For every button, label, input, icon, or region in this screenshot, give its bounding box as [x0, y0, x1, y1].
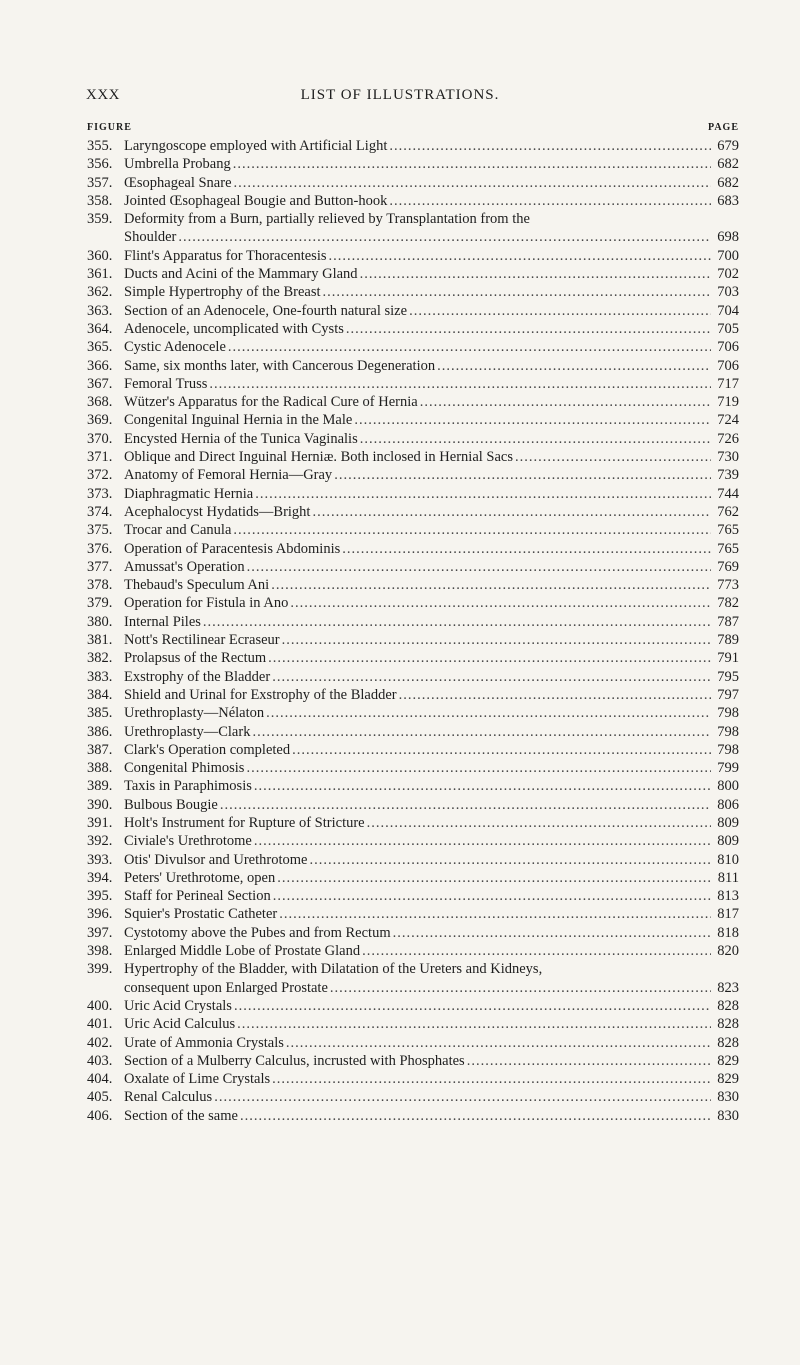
page-number: 698 [717, 229, 739, 246]
list-item [87, 210, 739, 247]
page-number: 798 [717, 705, 739, 722]
figure-title: Peters' Urethrotome, open [124, 869, 276, 886]
dot-leader [399, 686, 711, 704]
dot-leader [360, 430, 711, 448]
figure-title: Congenital Phimosis [124, 760, 245, 777]
page-number: 798 [717, 741, 739, 758]
dot-leader [362, 942, 711, 960]
page-number: 717 [717, 375, 739, 392]
list-item [87, 905, 739, 923]
dot-leader [273, 887, 711, 905]
list-item [87, 741, 739, 759]
figure-title: Clark's Operation completed [124, 741, 291, 758]
figure-number: 358. [87, 192, 113, 209]
figure-title: Anatomy of Femoral Hernia—Gray [124, 467, 333, 484]
page-number: 829 [717, 1052, 739, 1069]
figure-title: Operation for Fistula in Ano [124, 595, 289, 612]
list-item [87, 375, 739, 393]
figure-title: Deformity from a Burn, partially relieved by Transplantation from the [124, 211, 530, 228]
figure-number: 400. [87, 997, 113, 1014]
page-number: 706 [717, 357, 739, 374]
figure-title: Taxis in Paraphimosis [124, 778, 252, 795]
list-item [87, 558, 739, 576]
figure-title: Exstrophy of the Bladder [124, 668, 271, 685]
list-item [87, 521, 739, 539]
dot-leader [292, 741, 711, 759]
figure-number: 375. [87, 522, 113, 539]
figure-title: Uric Acid Calculus [124, 1016, 236, 1033]
list-item [87, 924, 739, 942]
figure-title: Holt's Instrument for Rupture of Stricture [124, 814, 365, 831]
figure-title: Section of a Mulberry Calculus, incrusted with Phosphates [124, 1052, 465, 1069]
figure-title: Wützer's Apparatus for the Radical Cure of Hernia [124, 394, 418, 411]
figure-title: Enlarged Middle Lobe of Prostate Gland [124, 943, 361, 960]
list-item [87, 485, 739, 503]
figure-number: 367. [87, 375, 113, 392]
list-item [87, 265, 739, 283]
figure-number: 383. [87, 668, 113, 685]
page-folio: XXX [86, 87, 120, 103]
dot-leader [246, 759, 711, 777]
list-item [87, 393, 739, 411]
figure-number: 362. [87, 284, 113, 301]
dot-leader [214, 1088, 711, 1106]
figure-title: Cystotomy above the Pubes and from Rectum [124, 924, 391, 941]
figure-title: Urethroplasty—Nélaton [124, 705, 265, 722]
list-item [87, 723, 739, 741]
page-number: 705 [717, 320, 739, 337]
list-item [87, 192, 739, 210]
page-number: 799 [717, 760, 739, 777]
figure-title: Umbrella Probang [124, 156, 231, 173]
dot-leader [234, 174, 711, 192]
figure-title: Encysted Hernia of the Tunica Vaginalis [124, 430, 358, 447]
page-number: 829 [717, 1071, 739, 1088]
figure-title: Jointed Œsophageal Bougie and Button-hook [124, 192, 388, 209]
figure-number: 390. [87, 796, 113, 813]
figure-number: 379. [87, 595, 113, 612]
figure-title: Acephalocyst Hydatids—Bright [124, 503, 311, 520]
figure-number: 369. [87, 412, 113, 429]
page-number: 765 [717, 540, 739, 557]
figure-number: 391. [87, 814, 113, 831]
list-item [87, 613, 739, 631]
page-number: 703 [717, 284, 739, 301]
figure-title: Adenocele, uncomplicated with Cysts [124, 320, 344, 337]
figure-number: 406. [87, 1107, 113, 1124]
list-item [87, 430, 739, 448]
dot-leader [389, 137, 711, 155]
list-item [87, 448, 739, 466]
dot-leader [409, 302, 711, 320]
page-number: 818 [717, 924, 739, 941]
dot-leader [178, 228, 711, 246]
list-item [87, 1088, 739, 1106]
figure-number: 355. [87, 138, 113, 154]
figure-number: 371. [87, 449, 113, 466]
page-number: 789 [717, 632, 739, 649]
figure-number: 356. [87, 156, 113, 173]
dot-leader [393, 924, 711, 942]
figure-number: 395. [87, 888, 113, 905]
list-item [87, 869, 739, 887]
dot-leader [323, 283, 711, 301]
figure-title: Internal Piles [124, 613, 201, 630]
figure-number: 380. [87, 613, 113, 630]
figure-number: 374. [87, 503, 113, 520]
figure-column-header: FIGURE [87, 122, 132, 133]
page-number: 765 [717, 522, 739, 539]
list-item [87, 704, 739, 722]
figure-number: 396. [87, 906, 113, 923]
list-item [87, 137, 739, 155]
list-item [87, 466, 739, 484]
page-number: 817 [717, 906, 739, 923]
figure-title: Oxalate of Lime Crystals [124, 1071, 271, 1088]
page-number: 823 [717, 979, 739, 996]
list-item [87, 357, 739, 375]
dot-leader [240, 1107, 711, 1125]
figure-title: Shield and Urinal for Exstrophy of the Bladder [124, 686, 397, 703]
dot-leader [467, 1052, 711, 1070]
figure-title: Amussat's Operation [124, 558, 245, 575]
page-number: 813 [717, 888, 739, 905]
dot-leader [389, 192, 711, 210]
dot-leader [330, 979, 711, 997]
figure-number: 402. [87, 1034, 113, 1051]
figure-number: 366. [87, 357, 113, 374]
figure-title: Urethroplasty—Clark [124, 723, 251, 740]
page-number: 700 [717, 247, 739, 264]
figure-number: 381. [87, 632, 113, 649]
dot-leader [255, 485, 711, 503]
page-number: 791 [717, 650, 739, 667]
figure-title: Thebaud's Speculum Ani [124, 577, 270, 594]
figure-title-continued: consequent upon Enlarged Prostate [124, 979, 328, 996]
page-number: 820 [717, 943, 739, 960]
figure-title: Oblique and Direct Inguinal Herniæ. Both inclosed in Hernial Sacs [124, 449, 513, 466]
page-number: 730 [717, 449, 739, 466]
page-number: 828 [717, 997, 739, 1014]
page-number: 830 [717, 1107, 739, 1124]
figure-number: 401. [87, 1016, 113, 1033]
figure-number: 394. [87, 869, 113, 886]
list-item [87, 320, 739, 338]
figure-number: 373. [87, 485, 113, 502]
dot-leader [233, 521, 711, 539]
list-item [87, 594, 739, 612]
dot-leader [247, 558, 711, 576]
page-number: 744 [717, 485, 739, 502]
page-number: 782 [717, 595, 739, 612]
figure-number: 372. [87, 467, 113, 484]
list-item [87, 686, 739, 704]
running-head [0, 87, 800, 107]
dot-leader [282, 631, 711, 649]
page-number: 702 [717, 266, 739, 283]
page-number: 724 [717, 412, 739, 429]
page-number: 762 [717, 503, 739, 520]
figure-title: Diaphragmatic Hernia [124, 485, 254, 502]
dot-leader [272, 668, 711, 686]
figure-title: Trocar and Canula [124, 522, 232, 539]
dot-leader [254, 777, 711, 795]
list-item [87, 796, 739, 814]
list-item [87, 960, 739, 997]
figure-title: Staff for Perineal Section [124, 888, 271, 905]
figure-number: 389. [87, 778, 113, 795]
page-column-header: PAGE [707, 122, 739, 133]
column-headers [87, 122, 739, 136]
page-number: 773 [717, 577, 739, 594]
dot-leader [279, 905, 711, 923]
list-item [87, 503, 739, 521]
dot-leader [334, 466, 711, 484]
dot-leader [515, 448, 711, 466]
page-number: 798 [717, 723, 739, 740]
dot-leader [271, 576, 711, 594]
figure-number: 384. [87, 686, 113, 703]
page-number: 679 [717, 138, 739, 154]
dot-leader [329, 247, 712, 265]
page-number: 683 [717, 192, 739, 209]
figure-title: Nott's Rectilinear Ecraseur [124, 632, 280, 649]
list-item [87, 942, 739, 960]
list-item [87, 1070, 739, 1088]
page-number: 795 [717, 668, 739, 685]
dot-leader [209, 375, 711, 393]
figure-number: 403. [87, 1052, 113, 1069]
page-number: 800 [717, 778, 739, 795]
figure-title: Ducts and Acini of the Mammary Gland [124, 266, 358, 283]
list-item [87, 540, 739, 558]
list-item [87, 887, 739, 905]
page-number: 682 [717, 174, 739, 191]
dot-leader [254, 832, 711, 850]
list-item [87, 668, 739, 686]
page-number: 704 [717, 302, 739, 319]
figure-title: Simple Hypertrophy of the Breast [124, 284, 321, 301]
figure-number: 370. [87, 430, 113, 447]
dot-leader [312, 503, 711, 521]
figure-title-continued: Shoulder [124, 229, 177, 246]
figure-title: Congenital Inguinal Hernia in the Male [124, 412, 353, 429]
figure-title: Uric Acid Crystals [124, 997, 232, 1014]
figure-number: 392. [87, 833, 113, 850]
page-number: 810 [717, 851, 739, 868]
figure-title: Squier's Prostatic Catheter [124, 906, 278, 923]
list-item [87, 1052, 739, 1070]
figure-number: 405. [87, 1089, 113, 1106]
dot-leader [346, 320, 711, 338]
list-item [87, 338, 739, 356]
list-item [87, 759, 739, 777]
dot-leader [203, 613, 711, 631]
dot-leader [286, 1034, 711, 1052]
dot-leader [272, 1070, 711, 1088]
dot-leader [268, 649, 711, 667]
figure-title: Operation of Paracentesis Abdominis [124, 540, 341, 557]
page-number: 806 [717, 796, 739, 813]
list-item [87, 155, 739, 173]
dot-leader [360, 265, 711, 283]
dot-leader [233, 155, 711, 173]
figure-title: Section of an Adenocele, One-fourth natural size [124, 302, 408, 319]
list-item [87, 631, 739, 649]
dot-leader [437, 357, 711, 375]
page-number: 809 [717, 814, 739, 831]
figure-title: Flint's Apparatus for Thoracentesis [124, 247, 327, 264]
figure-number: 404. [87, 1071, 113, 1088]
dot-leader [237, 1015, 711, 1033]
list-item [87, 851, 739, 869]
dot-leader [234, 997, 711, 1015]
figure-title: Renal Calculus [124, 1089, 213, 1106]
figure-number: 399. [87, 961, 113, 978]
figure-number: 397. [87, 924, 113, 941]
figure-title: Laryngoscope employed with Artificial Light [124, 138, 388, 154]
page-number: 682 [717, 156, 739, 173]
figure-number: 378. [87, 577, 113, 594]
page-number: 828 [717, 1034, 739, 1051]
list-item [87, 814, 739, 832]
list-item [87, 777, 739, 795]
figure-title: Hypertrophy of the Bladder, with Dilatation of the Ureters and Kidneys, [124, 961, 543, 978]
figure-title: Section of the same [124, 1107, 238, 1124]
page-number: 787 [717, 613, 739, 630]
figure-number: 368. [87, 394, 113, 411]
list-item [87, 1034, 739, 1052]
figure-number: 398. [87, 943, 113, 960]
page-number: 797 [717, 686, 739, 703]
page-number: 739 [717, 467, 739, 484]
figure-number: 385. [87, 705, 113, 722]
page-number: 706 [717, 339, 739, 356]
illustration-list [87, 137, 739, 1125]
figure-number: 393. [87, 851, 113, 868]
figure-number: 361. [87, 266, 113, 283]
page-number: 769 [717, 558, 739, 575]
list-item [87, 649, 739, 667]
list-item [87, 247, 739, 265]
figure-number: 364. [87, 320, 113, 337]
dot-leader [367, 814, 711, 832]
figure-number: 360. [87, 247, 113, 264]
dot-leader [309, 851, 711, 869]
figure-number: 376. [87, 540, 113, 557]
figure-number: 387. [87, 741, 113, 758]
dot-leader [266, 704, 711, 722]
list-item [87, 997, 739, 1015]
figure-number: 359. [87, 211, 113, 228]
dot-leader [420, 393, 711, 411]
figure-title: Bulbous Bougie [124, 796, 218, 813]
figure-number: 382. [87, 650, 113, 667]
list-item [87, 174, 739, 192]
figure-number: 365. [87, 339, 113, 356]
figure-title: Femoral Truss [124, 375, 208, 392]
list-item [87, 1107, 739, 1125]
page-number: 828 [717, 1016, 739, 1033]
dot-leader [290, 594, 711, 612]
figure-number: 377. [87, 558, 113, 575]
figure-number: 388. [87, 760, 113, 777]
figure-title: Œsophageal Snare [124, 174, 232, 191]
figure-title: Same, six months later, with Cancerous Degeneration [124, 357, 436, 374]
list-item [87, 576, 739, 594]
list-item [87, 411, 739, 429]
page-number: 811 [717, 869, 739, 886]
page-number: 719 [717, 394, 739, 411]
dot-leader [342, 540, 711, 558]
figure-number: 357. [87, 174, 113, 191]
list-item [87, 1015, 739, 1033]
page-number: 726 [717, 430, 739, 447]
figure-title: Civiale's Urethrotome [124, 833, 252, 850]
page-title: LIST OF ILLUSTRATIONS. [300, 87, 500, 103]
figure-title: Otis' Divulsor and Urethrotome [124, 851, 308, 868]
figure-title: Prolapsus of the Rectum [124, 650, 267, 667]
list-item [87, 283, 739, 301]
dot-leader [228, 338, 711, 356]
figure-title: Cystic Adenocele [124, 339, 226, 356]
page-number: 830 [717, 1089, 739, 1106]
dot-leader [354, 411, 711, 429]
dot-leader [252, 723, 711, 741]
list-item [87, 832, 739, 850]
figure-number: 386. [87, 723, 113, 740]
dot-leader [220, 796, 711, 814]
dot-leader [277, 869, 711, 887]
figure-number: 363. [87, 302, 113, 319]
figure-title: Urate of Ammonia Crystals [124, 1034, 284, 1051]
list-item [87, 302, 739, 320]
page-number: 809 [717, 833, 739, 850]
